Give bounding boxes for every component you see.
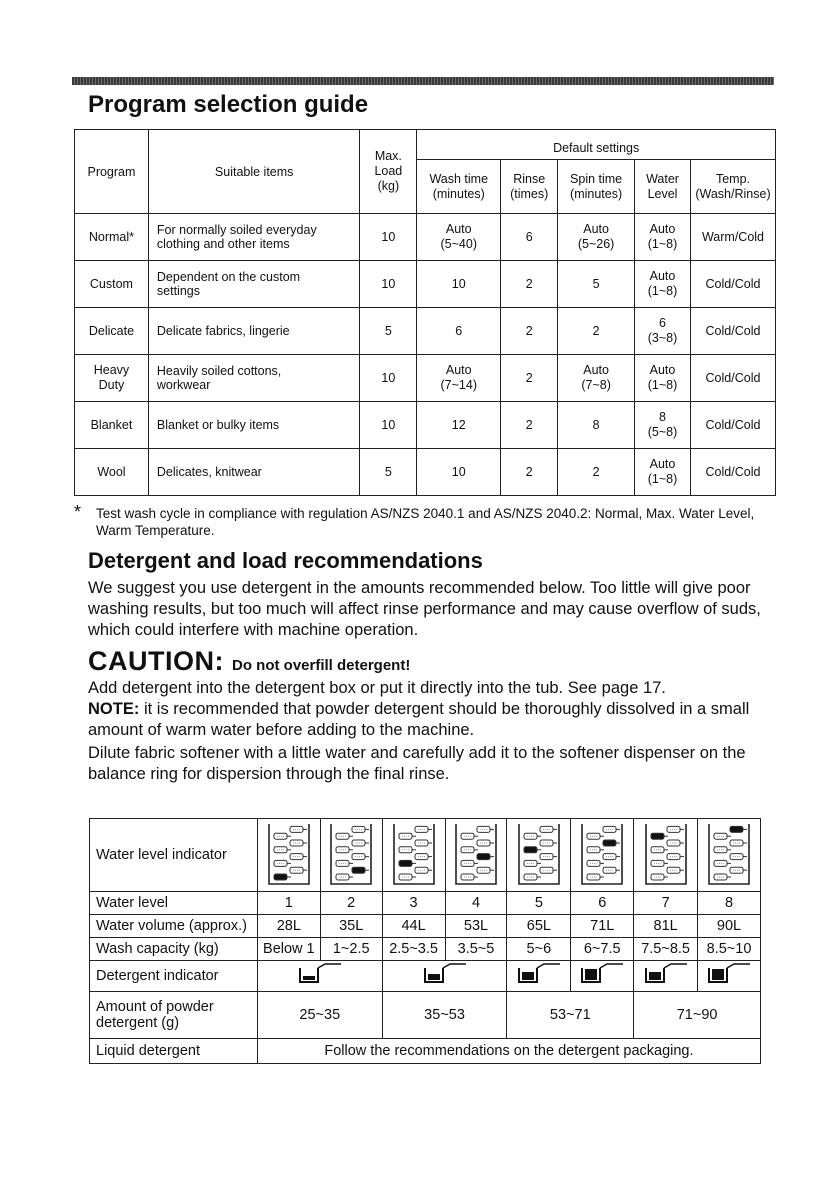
- water-level-value: 7: [634, 892, 698, 915]
- water-level-gauge-cell: [571, 819, 634, 892]
- detergent-cup-icon: [516, 963, 562, 989]
- detergent-indicator-3: [507, 961, 571, 992]
- program-water-level: Auto (1~8): [635, 355, 691, 402]
- program-row: [75, 355, 776, 402]
- water-level-gauge-icon: [513, 822, 565, 888]
- program-wash-time: 6: [417, 308, 501, 355]
- header-rule: [72, 77, 774, 85]
- water-level-gauge-cell: [320, 819, 382, 892]
- label-water-level-indicator: Water level indicator: [90, 819, 258, 892]
- water-volume-value: 90L: [698, 915, 761, 938]
- label-water-level: Water level: [90, 892, 258, 915]
- program-name: Heavy Duty: [75, 355, 149, 402]
- wash-capacity-value: 2.5~3.5: [382, 938, 445, 961]
- note-label: NOTE:: [88, 700, 140, 718]
- program-load: 5: [360, 449, 417, 496]
- program-row: [75, 449, 776, 496]
- header-temp: Temp. (Wash/Rinse): [690, 160, 775, 214]
- intro-paragraph: We suggest you use detergent in the amounts recommended below. Too little will give poor washing results, but too much will affect rinse performance and may cause overflow of suds, which could interfere with machine operation.: [88, 579, 761, 639]
- program-rinse: 2: [501, 449, 558, 496]
- wash-capacity-value: 6~7.5: [571, 938, 634, 961]
- detergent-indicator-4: [571, 961, 634, 992]
- detergent-indicator-6: [698, 961, 761, 992]
- detergent-table: [89, 818, 761, 1064]
- water-level-value: 5: [507, 892, 571, 915]
- water-level-value: 3: [382, 892, 445, 915]
- water-level-value: 1: [257, 892, 320, 915]
- water-volume-value: 35L: [320, 915, 382, 938]
- water-level-gauge-cell: [507, 819, 571, 892]
- header-program: Program: [75, 130, 149, 214]
- program-spin-time: 2: [558, 449, 635, 496]
- water-volume-value: 81L: [634, 915, 698, 938]
- wash-capacity-value: 1~2.5: [320, 938, 382, 961]
- program-water-level: 6 (3~8): [635, 308, 691, 355]
- program-name: Custom: [75, 261, 149, 308]
- detergent-cup-icon: [706, 963, 752, 989]
- dilute-paragraph: Dilute fabric softener with a little water and carefully add it to the softener dispenser on the balance ring for dispersion through the final rinse.: [88, 744, 746, 783]
- header-water-level: Water Level: [635, 160, 691, 214]
- program-spin-time: 8: [558, 402, 635, 449]
- program-rinse: 2: [501, 308, 558, 355]
- wash-capacity-value: 3.5~5: [445, 938, 507, 961]
- program-items: Blanket or bulky items: [148, 402, 360, 449]
- header-rinse: Rinse (times): [501, 160, 558, 214]
- program-water-level: Auto (1~8): [635, 449, 691, 496]
- program-temp: Cold/Cold: [690, 402, 775, 449]
- program-items: Delicate fabrics, lingerie: [148, 308, 360, 355]
- powder-amount-4: 71~90: [634, 992, 761, 1039]
- program-items: Delicates, knitwear: [148, 449, 360, 496]
- program-load: 10: [360, 355, 417, 402]
- program-temp: Cold/Cold: [690, 308, 775, 355]
- detergent-cup-icon: [297, 963, 343, 989]
- program-temp: Cold/Cold: [690, 449, 775, 496]
- water-level-value: 6: [571, 892, 634, 915]
- water-level-gauge-icon: [450, 822, 502, 888]
- program-temp: Cold/Cold: [690, 261, 775, 308]
- program-items: For normally soiled everyday clothing and other items: [148, 214, 360, 261]
- caution-label: CAUTION:: [88, 646, 224, 676]
- water-level-gauge-icon: [388, 822, 440, 888]
- program-spin-time: Auto (5~26): [558, 214, 635, 261]
- program-row: [75, 402, 776, 449]
- label-wash-capacity: Wash capacity (kg): [90, 938, 258, 961]
- program-spin-time: Auto (7~8): [558, 355, 635, 402]
- program-load: 10: [360, 402, 417, 449]
- add-detergent-text: Add detergent into the detergent box or put it directly into the tub. See page 17.: [88, 679, 666, 697]
- program-name: Delicate: [75, 308, 149, 355]
- program-temp: Cold/Cold: [690, 355, 775, 402]
- header-default-settings: Default settings: [417, 130, 776, 160]
- program-table: [74, 129, 776, 496]
- program-load: 10: [360, 261, 417, 308]
- footnote: * Test wash cycle in compliance with regulation AS/NZS 2040.1 and AS/NZS 2040.2: Normal, Max. Water Level, Warm Temperature.: [74, 502, 755, 538]
- header-max-load: Max. Load (kg): [360, 130, 417, 214]
- water-level-gauge-icon: [263, 822, 315, 888]
- program-name: Normal*: [75, 214, 149, 261]
- program-load: 10: [360, 214, 417, 261]
- program-wash-time: Auto (7~14): [417, 355, 501, 402]
- water-volume-value: 44L: [382, 915, 445, 938]
- program-wash-time: 10: [417, 449, 501, 496]
- detergent-cup-icon: [579, 963, 625, 989]
- program-rinse: 2: [501, 402, 558, 449]
- water-level-gauge-cell: [698, 819, 761, 892]
- water-level-value: 8: [698, 892, 761, 915]
- powder-amount-2: 35~53: [382, 992, 507, 1039]
- label-liquid-detergent: Liquid detergent: [90, 1039, 258, 1064]
- program-water-level: Auto (1~8): [635, 214, 691, 261]
- powder-amount-3: 53~71: [507, 992, 634, 1039]
- program-wash-time: Auto (5~40): [417, 214, 501, 261]
- program-rows: [75, 214, 776, 496]
- caution-text: Do not overfill detergent!: [232, 657, 411, 674]
- label-powder-amount: Amount of powder detergent (g): [90, 992, 258, 1039]
- header-suitable-items: Suitable items: [148, 130, 360, 214]
- program-rinse: 2: [501, 355, 558, 402]
- water-level-gauge-icon: [576, 822, 628, 888]
- water-volume-value: 53L: [445, 915, 507, 938]
- program-name: Wool: [75, 449, 149, 496]
- note-text: it is recommended that powder detergent should be thoroughly dissolved in a small amount of warm water before adding to the machine.: [88, 700, 750, 739]
- detergent-cup-icon: [643, 963, 689, 989]
- water-level-gauge-cell: [445, 819, 507, 892]
- water-level-gauge-cell: [382, 819, 445, 892]
- program-row: [75, 261, 776, 308]
- powder-amount-1: 25~35: [257, 992, 382, 1039]
- program-water-level: 8 (5~8): [635, 402, 691, 449]
- program-items: Dependent on the custom settings: [148, 261, 360, 308]
- program-spin-time: 2: [558, 308, 635, 355]
- water-level-gauge-icon: [640, 822, 692, 888]
- program-water-level: Auto (1~8): [635, 261, 691, 308]
- water-level-gauge-cell: [257, 819, 320, 892]
- program-load: 5: [360, 308, 417, 355]
- water-level-gauge-icon: [703, 822, 755, 888]
- wash-capacity-value: 8.5~10: [698, 938, 761, 961]
- detergent-indicator-1: [257, 961, 382, 992]
- water-level-gauge-cell: [634, 819, 698, 892]
- header-spin-time: Spin time (minutes): [558, 160, 635, 214]
- wash-capacity-value: 5~6: [507, 938, 571, 961]
- caution-line: [88, 646, 410, 677]
- detergent-indicator-2: [382, 961, 507, 992]
- label-detergent-indicator: Detergent indicator: [90, 961, 258, 992]
- water-volume-value: 65L: [507, 915, 571, 938]
- program-rinse: 6: [501, 214, 558, 261]
- asterisk: *: [74, 502, 82, 522]
- detergent-cup-icon: [422, 963, 468, 989]
- program-wash-time: 10: [417, 261, 501, 308]
- header-wash-time: Wash time (minutes): [417, 160, 501, 214]
- program-spin-time: 5: [558, 261, 635, 308]
- program-wash-time: 12: [417, 402, 501, 449]
- detergent-indicator-5: [634, 961, 698, 992]
- program-name: Blanket: [75, 402, 149, 449]
- program-row: [75, 308, 776, 355]
- program-temp: Warm/Cold: [690, 214, 775, 261]
- program-items: Heavily soiled cottons, workwear: [148, 355, 360, 402]
- water-level-gauge-icon: [325, 822, 377, 888]
- water-level-value: 4: [445, 892, 507, 915]
- water-level-value: 2: [320, 892, 382, 915]
- program-row: [75, 214, 776, 261]
- note-paragraph: [88, 699, 778, 741]
- page-title: Program selection guide: [88, 91, 369, 118]
- program-rinse: 2: [501, 261, 558, 308]
- label-water-volume: Water volume (approx.): [90, 915, 258, 938]
- liquid-detergent-text: Follow the recommendations on the detergent packaging.: [257, 1039, 760, 1064]
- wash-capacity-value: Below 1: [257, 938, 320, 961]
- water-volume-value: 28L: [257, 915, 320, 938]
- wash-capacity-value: 7.5~8.5: [634, 938, 698, 961]
- section-title-detergent: Detergent and load recommendations: [88, 548, 483, 573]
- water-volume-value: 71L: [571, 915, 634, 938]
